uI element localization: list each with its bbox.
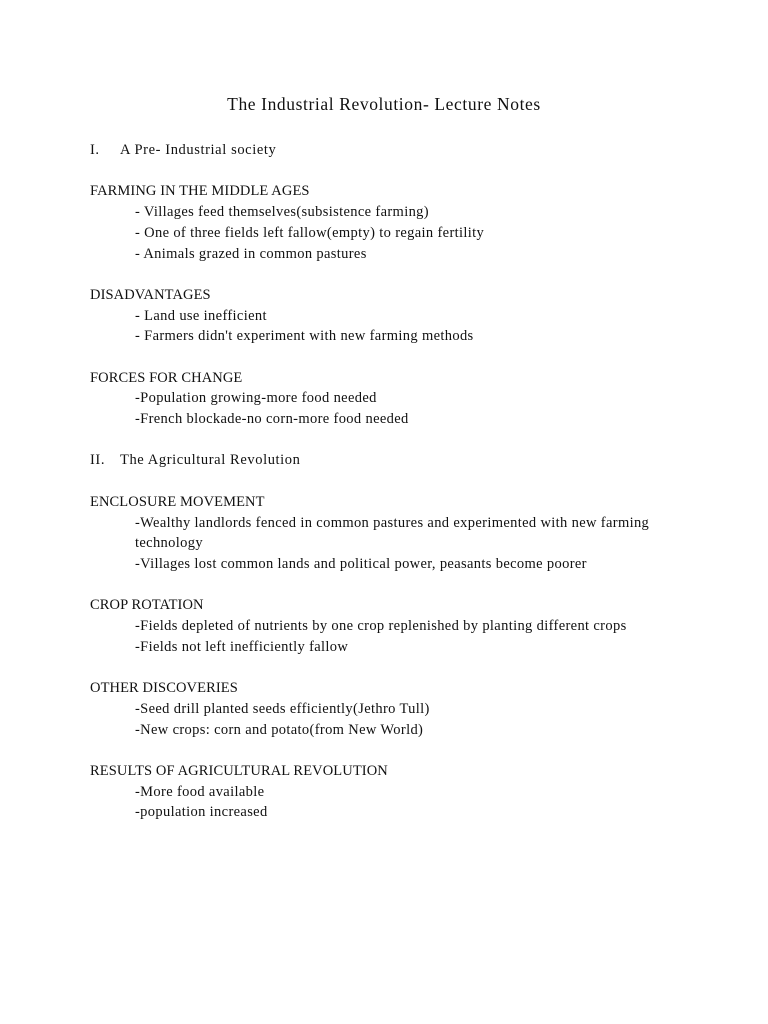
list-item: -New crops: corn and potato(from New World) xyxy=(135,721,424,738)
section-heading-agricultural-revolution xyxy=(90,450,690,471)
page-title: The Industrial Revolution- Lecture Notes xyxy=(227,94,541,114)
list-item: -Villages lost common lands and political power, peasants become poorer xyxy=(135,555,587,572)
spacer xyxy=(90,575,690,596)
heading-disadvantages: DISADVANTAGES xyxy=(90,286,211,303)
list-item: -Wealthy landlords fenced in common pastures and experimented with new farming technology xyxy=(135,514,650,552)
list-item: -population increased xyxy=(135,804,268,821)
spacer xyxy=(90,161,690,182)
heading-forces-for-change: FORCES FOR CHANGE xyxy=(90,369,243,386)
spacer xyxy=(90,471,690,492)
list-item: -French blockade-no corn-more food needed xyxy=(135,411,409,428)
list-item: - Animals grazed in common pastures xyxy=(135,245,367,262)
spacer xyxy=(90,657,690,678)
notes-content xyxy=(90,140,690,823)
section-numeral: I. xyxy=(90,142,100,158)
section-heading-pre-industrial xyxy=(90,140,690,161)
heading-crop-rotation: CROP ROTATION xyxy=(90,597,204,614)
list-item: - Land use inefficient xyxy=(135,307,267,324)
list-item: -Population growing-more food needed xyxy=(135,390,377,407)
list-item: -Seed drill planted seeds efficiently(Jethro Tull) xyxy=(135,700,430,717)
list-item: - Villages feed themselves(subsistence farming) xyxy=(135,204,429,221)
list-item: -Fields depleted of nutrients by one crop replenished by planting different crops xyxy=(135,618,627,635)
list-item: - Farmers didn't experiment with new farming methods xyxy=(135,328,474,345)
section-title: A Pre- Industrial society xyxy=(120,142,277,158)
section-title: The Agricultural Revolution xyxy=(120,452,301,469)
list-item: -More food available xyxy=(135,783,265,800)
list-item: - One of three fields left fallow(empty) to regain fertility xyxy=(135,224,485,241)
list-item: -Fields not left inefficiently fallow xyxy=(135,638,349,655)
spacer xyxy=(90,430,690,451)
spacer xyxy=(90,264,690,285)
section-numeral: II. xyxy=(90,452,106,469)
heading-other-discoveries: OTHER DISCOVERIES xyxy=(90,680,238,697)
heading-farming-middle-ages: FARMING IN THE MIDDLE AGES xyxy=(90,183,310,200)
spacer xyxy=(90,740,690,761)
heading-enclosure-movement: ENCLOSURE MOVEMENT xyxy=(90,493,265,510)
heading-results-agricultural-revolution: RESULTS OF AGRICULTURAL REVOLUTION xyxy=(90,762,388,779)
spacer xyxy=(90,347,690,368)
